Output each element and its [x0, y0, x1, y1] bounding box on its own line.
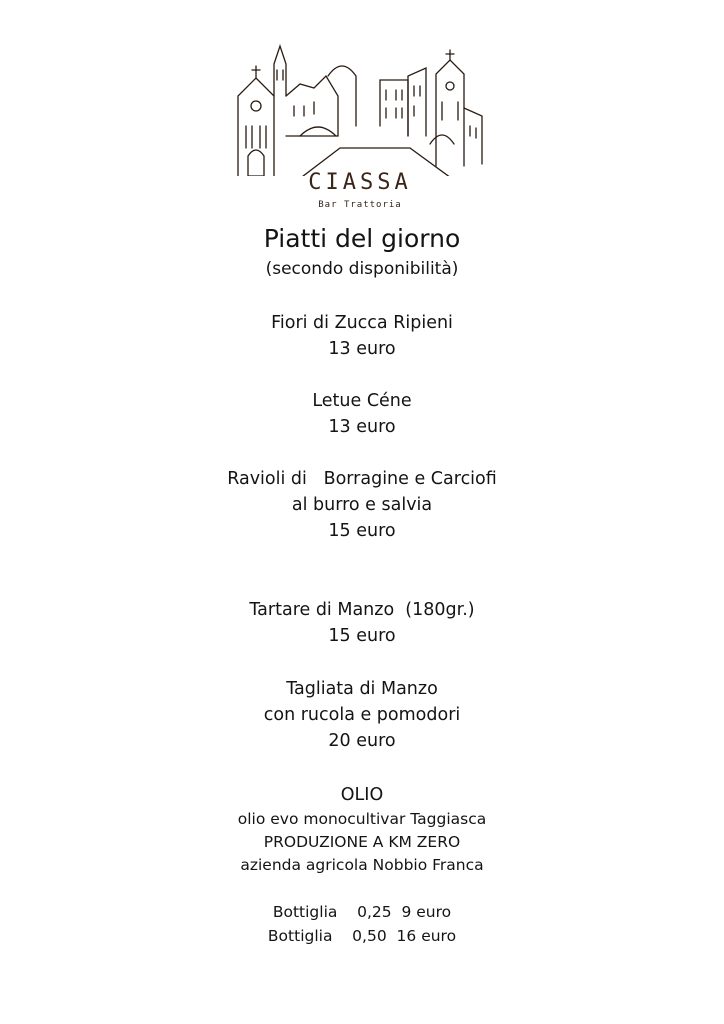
dish-name: Fiori di Zucca Ripieni — [271, 313, 453, 333]
bottle-price: 16 euro — [396, 927, 457, 945]
olio-line: azienda agricola Nobbio Franca — [240, 856, 484, 874]
bottle-row — [0, 927, 724, 945]
bottle-row — [0, 903, 724, 921]
bottle-size: 0,50 — [352, 927, 387, 945]
bottle-price: 9 euro — [401, 903, 452, 921]
menu-title: Piatti del giorno — [263, 224, 461, 253]
bottle-size: 0,25 — [357, 903, 392, 921]
bottle-label: Bottiglia — [272, 903, 338, 921]
bottle-label: Bottiglia — [267, 927, 333, 945]
town-sketch-icon — [230, 36, 490, 176]
dish-detail: con rucola e pomodori — [263, 705, 461, 725]
dish-price: 15 euro — [328, 521, 396, 541]
olio-title: OLIO — [340, 785, 384, 805]
logo-wordmark: CIASSA — [308, 170, 412, 195]
dish-name: Letue Céne — [312, 391, 412, 411]
dish-price: 20 euro — [328, 731, 396, 751]
dish-detail: al burro e salvia — [291, 495, 433, 515]
olio-line: olio evo monocultivar Taggiasca — [237, 810, 487, 828]
logo — [230, 36, 490, 216]
dish-name: Tartare di Manzo (180gr.) — [249, 600, 475, 620]
dish-price: 15 euro — [328, 626, 396, 646]
dish-price: 13 euro — [328, 339, 396, 359]
dish-price: 13 euro — [328, 417, 396, 437]
dish-name: Tagliata di Manzo — [286, 679, 438, 699]
dish-name: Ravioli di Borragine e Carciofi — [227, 469, 497, 489]
olio-line: PRODUZIONE A KM ZERO — [263, 833, 461, 851]
menu-subtitle: (secondo disponibilità) — [265, 259, 459, 279]
logo-subtitle: Bar Trattoria — [318, 200, 402, 210]
